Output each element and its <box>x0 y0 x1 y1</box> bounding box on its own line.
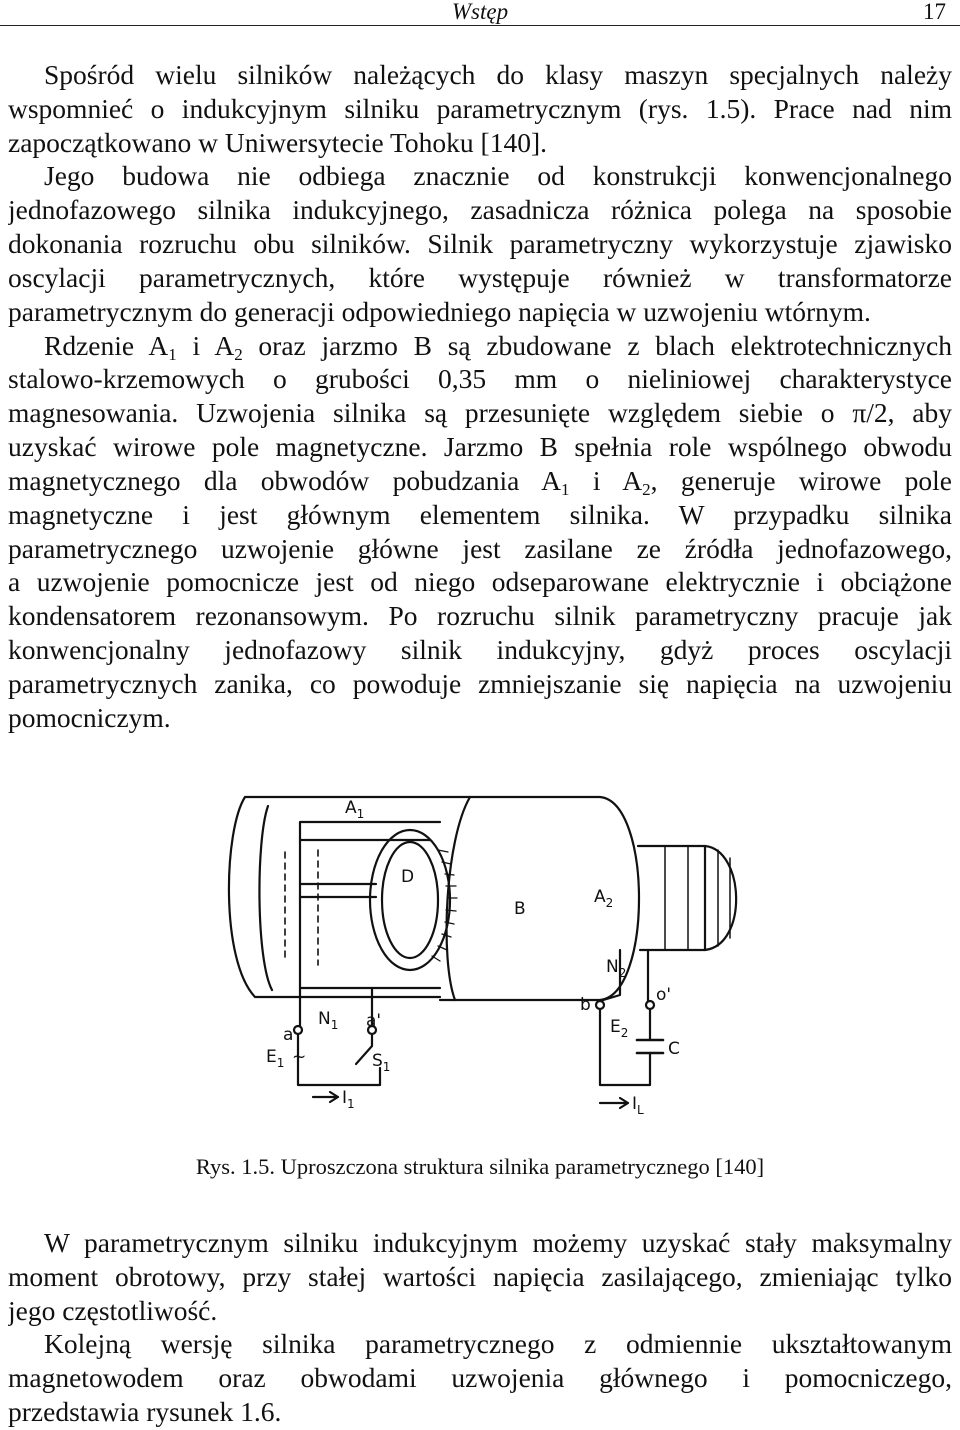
text-segment: stalowo-krzemowych o grubości 0,35 mm o nieliniowej charakterystyce <box>8 363 952 395</box>
subscript: 2 <box>234 344 243 363</box>
text-segment: magnesowania. Uzwojenia silnika są przesunięte względem siebie o π/2, aby <box>8 397 952 429</box>
text-line <box>8 1260 952 1294</box>
page-number: 17 <box>923 0 946 24</box>
text-segment: Rdzenie A <box>44 329 169 361</box>
current-arrow-il <box>600 1098 628 1108</box>
section-title: Wstęp <box>451 0 509 24</box>
text-line <box>8 126 952 160</box>
text-line <box>8 92 952 126</box>
body-text-bottom <box>8 1226 952 1429</box>
text-segment: magnetowodem oraz obwodami uzwojenia głównego i pomocniczego, <box>8 1362 952 1394</box>
text-line <box>8 667 952 701</box>
figure-caption: Rys. 1.5. Uproszczona struktura silnika parametrycznego [140] <box>195 1154 765 1179</box>
text-line <box>8 430 952 464</box>
text-line <box>8 464 952 498</box>
text-line <box>8 329 952 363</box>
label-i1: $I_1$ <box>342 1088 355 1111</box>
label-a-prime-terminal: a' <box>366 1011 382 1031</box>
label-il: $I_L$ <box>632 1094 644 1117</box>
text-line <box>8 532 952 566</box>
text-line <box>8 362 952 396</box>
text-segment: W parametrycznym silniku indukcyjnym możemy uzyskać stały maksymalny <box>44 1227 952 1258</box>
terminal-b-prime <box>646 1001 654 1009</box>
paragraph <box>8 329 952 735</box>
stator-a1-inner-edge <box>259 806 272 990</box>
label-c: C <box>668 1039 680 1059</box>
motor-diagram <box>0 780 960 1150</box>
terminal-a <box>294 1026 302 1034</box>
text-line <box>8 227 952 261</box>
stator-a2-end <box>705 846 736 950</box>
label-a1: $A_1$ <box>345 798 365 821</box>
subscript: 2 <box>642 479 651 498</box>
label-a-terminal: a <box>283 1025 294 1045</box>
text-line <box>8 295 952 329</box>
text-line <box>8 565 952 599</box>
capacitor-plates <box>637 1040 663 1053</box>
paragraph <box>8 159 952 328</box>
text-line <box>8 1361 952 1395</box>
ac-source-symbol: ~ <box>292 1047 307 1067</box>
label-e2: $E_2$ <box>610 1017 629 1040</box>
label-a2: $A_2$ <box>594 887 614 910</box>
text-line <box>8 58 952 92</box>
text-segment: kondensatorem rezonansowym. Po rozruchu silnik parametryczny pracuje jak <box>8 600 952 632</box>
paragraph <box>8 1327 952 1428</box>
text-segment: i A <box>569 464 643 496</box>
label-s1: $S_1$ <box>372 1051 391 1074</box>
text-line <box>8 599 952 633</box>
text-segment: dokonania rozruchu obu silników. Silnik parametryczny wykorzystuje zjawisko <box>8 228 952 260</box>
text-segment: przedstawia rysunek 1.6. <box>8 1396 282 1428</box>
text-segment: i A <box>176 329 235 361</box>
text-segment: konwencjonalny jednofazowy silnik indukcyjny, gdyż proces oscylacji <box>8 634 952 666</box>
text-segment: magnetycznego dla obwodów pobudzania A <box>8 464 562 496</box>
current-arrow-i1 <box>313 1092 338 1102</box>
label-b: B <box>514 899 526 919</box>
text-segment: parametrycznego uzwojenie główne jest zasilane ze źródła jednofazowego, <box>8 532 952 564</box>
text-segment: parametrycznych zanika, co powoduje zmniejszanie się napięcia na uzwojeniu <box>8 667 952 699</box>
text-line <box>8 701 952 735</box>
text-segment: magnetyczne i jest głównym elementem silnika. W przypadku silnika <box>8 498 952 530</box>
text-segment: pomocniczym. <box>8 701 171 733</box>
text-segment: , generuje wirowe pole <box>650 464 952 496</box>
label-n1: $N_1$ <box>318 1009 339 1032</box>
paragraph <box>8 1226 952 1327</box>
label-b-prime-terminal: o' <box>656 985 672 1005</box>
text-line <box>8 1327 952 1361</box>
stator-a1-winding <box>285 850 318 965</box>
capacitor-wire <box>600 1009 650 1085</box>
text-segment: jego częstotliwość. <box>8 1294 218 1326</box>
text-segment: parametrycznym do generacji odpowiedniego napięcia w uzwojeniu wtórnym. <box>8 295 871 327</box>
text-line <box>8 396 952 430</box>
text-segment: moment obrotowy, przy stałej wartości napięcia zasilającego, zmieniając tylko <box>8 1260 952 1292</box>
stator-a2 <box>638 846 705 950</box>
text-segment: Spośród wielu silników należących do klasy maszyn specjalnych należy <box>44 59 952 90</box>
terminal-b <box>596 1001 604 1009</box>
text-segment: Kolejną wersję silnika parametrycznego z odmiennie ukształtowanym <box>44 1328 952 1360</box>
text-segment: uzyskać wirowe pole magnetyczne. Jarzmo B spełnia role wspólnego obwodu <box>8 431 952 463</box>
text-segment: zapoczątkowano w Uniwersytecie Tohoku [140]. <box>8 126 547 158</box>
text-line <box>8 633 952 667</box>
running-header <box>0 0 960 26</box>
supply-circuit <box>298 1034 380 1085</box>
label-b-terminal: b <box>580 995 591 1015</box>
text-line <box>8 1294 952 1328</box>
text-line <box>8 261 952 295</box>
text-segment: a uzwojenie pomocnicze jest od niego odseparowane elektrycznie i obciążone <box>8 566 952 598</box>
text-line <box>8 193 952 227</box>
rotor-inner <box>382 842 438 958</box>
subscript: 1 <box>168 344 177 363</box>
paragraph <box>8 58 952 159</box>
text-line <box>8 1395 952 1429</box>
label-d: D <box>401 867 415 887</box>
subscript: 1 <box>561 479 570 498</box>
shaft <box>300 884 376 897</box>
text-segment: Jego budowa nie odbiega znacznie od konstrukcji konwencjonalnego <box>44 160 952 192</box>
body-text-top <box>8 58 952 735</box>
text-segment: oraz jarzmo B są zbudowane z blach elektrotechnicznych <box>242 329 952 361</box>
text-line <box>8 159 952 193</box>
text-line <box>8 1226 952 1260</box>
label-n2: $N_2$ <box>606 957 627 980</box>
text-segment: wspomnieć o indukcyjnym silniku parametrycznym (rys. 1.5). Prace nad nim <box>8 92 952 124</box>
text-segment: jednofazowego silnika indukcyjnego, zasadnicza różnica polega na sposobie <box>8 194 952 226</box>
text-line <box>8 498 952 532</box>
stator-a2-slots <box>665 846 730 950</box>
label-e1: $E_1$ <box>266 1047 285 1070</box>
text-segment: oscylacji parametrycznych, które występuje również w transformatorze <box>8 261 952 293</box>
